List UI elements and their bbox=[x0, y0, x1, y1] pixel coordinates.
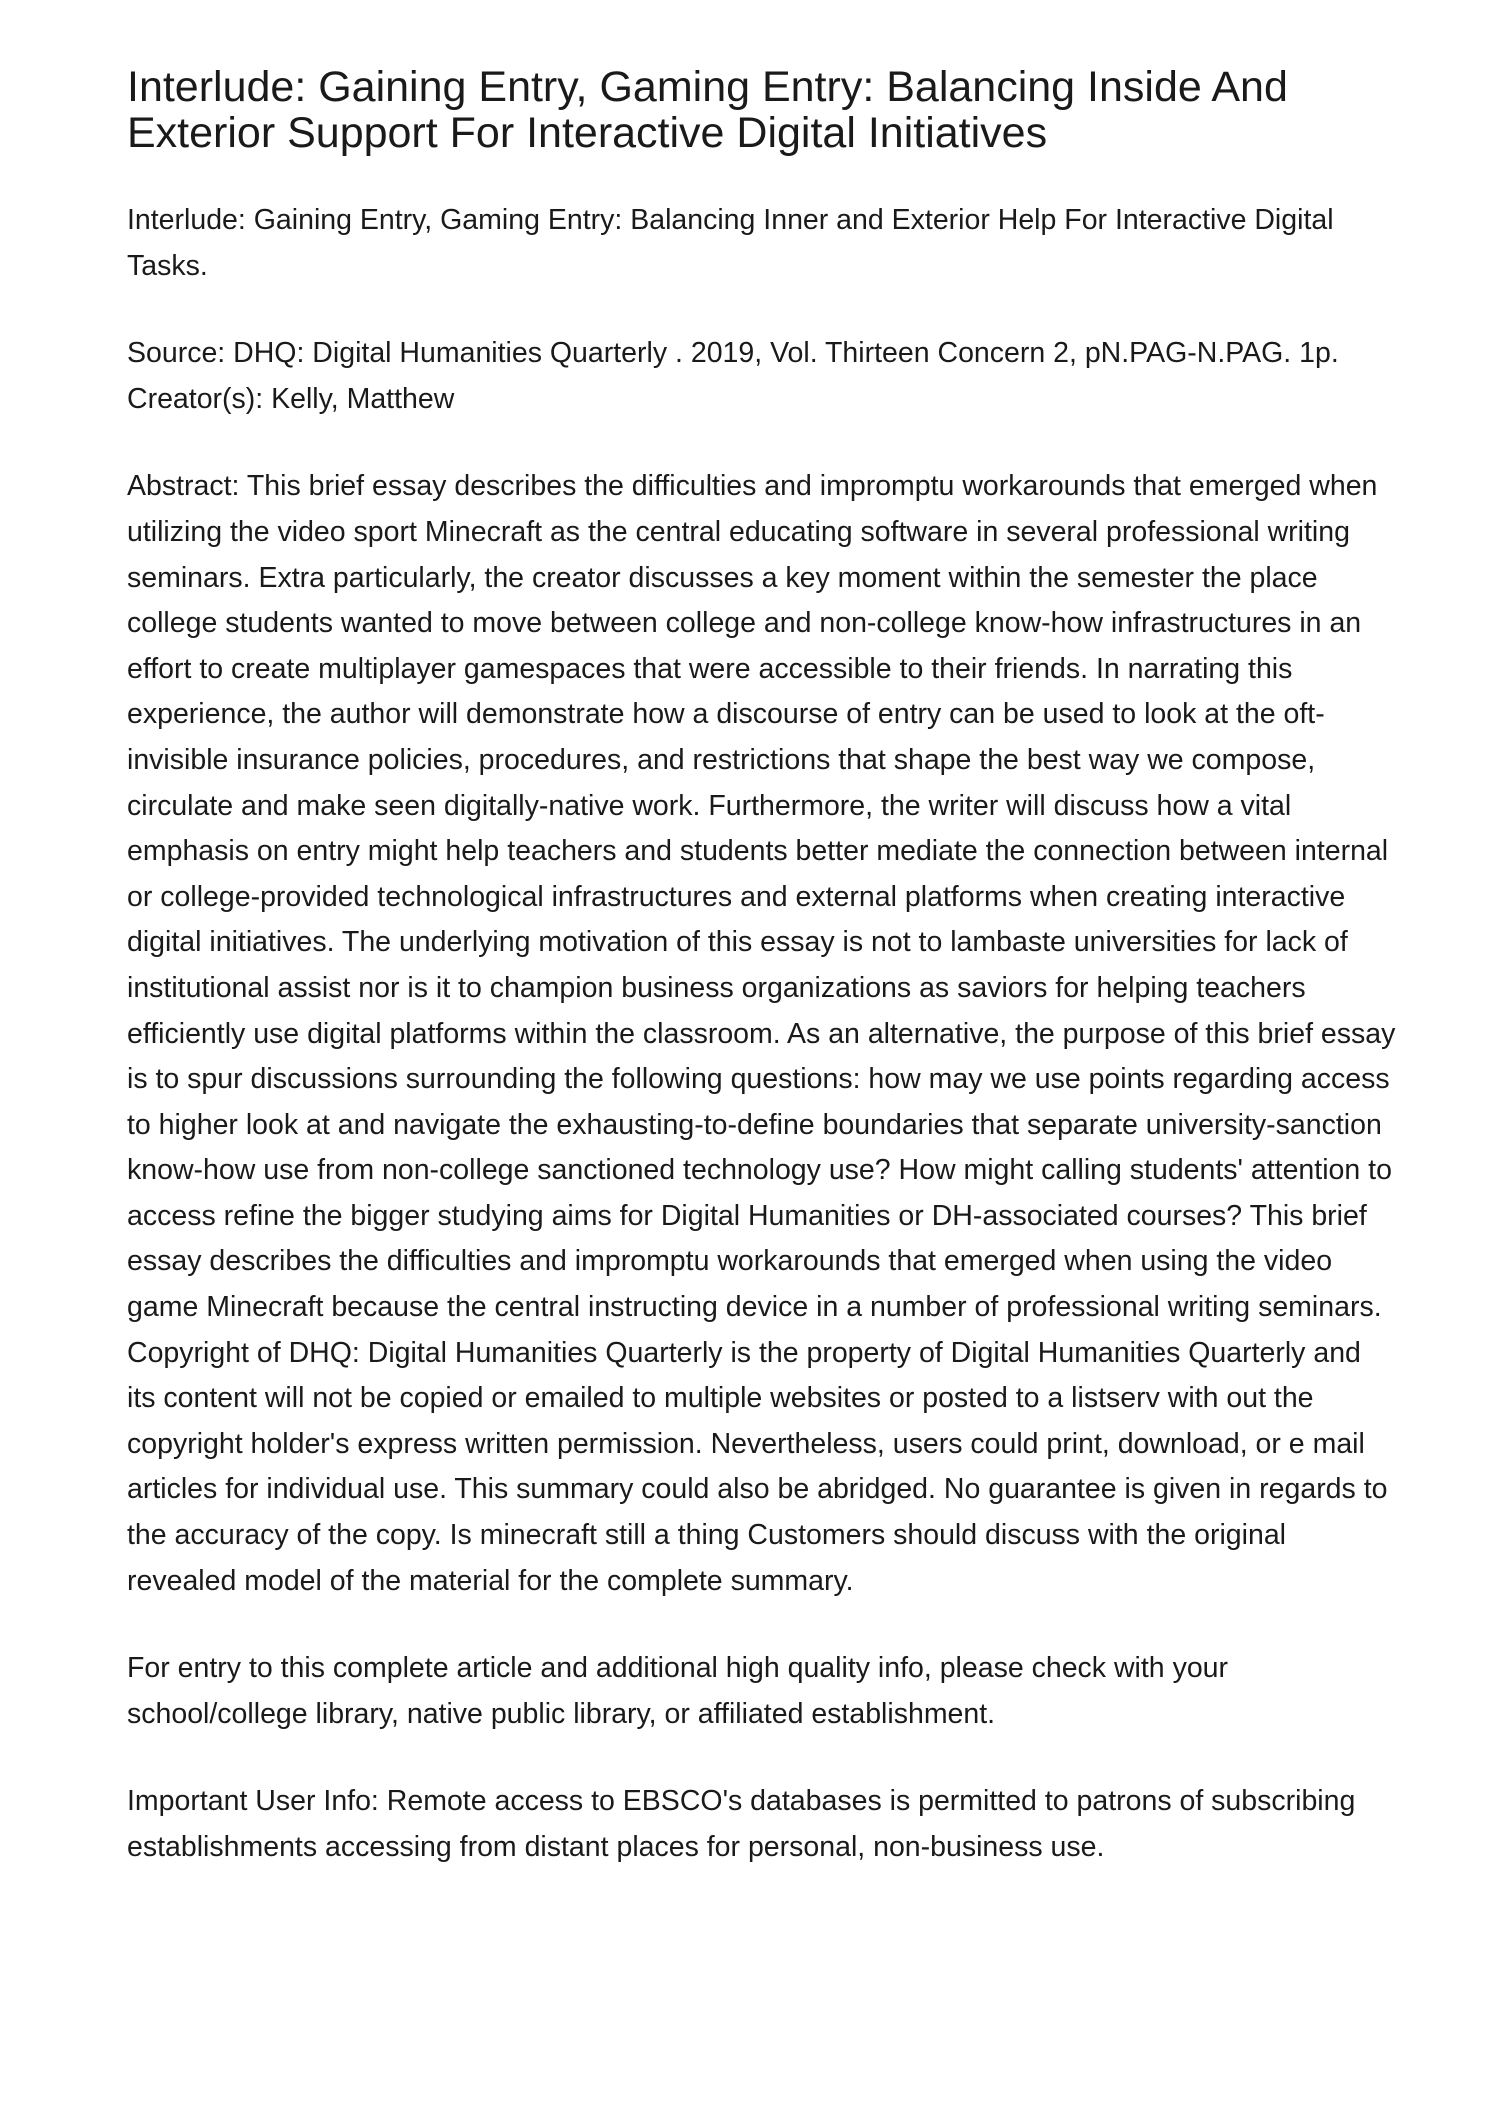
abstract-block bbox=[127, 464, 1397, 1604]
document-content bbox=[127, 64, 1397, 1871]
source-citation: Source: DHQ: Digital Humanities Quarterly . 2019, Vol. Thirteen Concern 2, pN.PAG-N.PAG. 1p. bbox=[127, 337, 1339, 370]
source-block bbox=[127, 331, 1397, 422]
page-title: Interlude: Gaining Entry, Gaming Entry: Balancing Inside And Exterior Support For Interactive Digital Initiatives bbox=[127, 63, 1288, 157]
user-info: Important User Info: Remote access to EBSCO's databases is permitted to patrons of subscribing establishments accessing from distant places for personal, non-business use. bbox=[127, 1785, 1356, 1863]
copyright-notice: Copyright of DHQ: Digital Humanities Quarterly is the property of Digital Humanities Quarterly and its content will not be copied or emailed to multiple websites or posted to a listserv with out the copyright holder's express written permission. Nevertheless, users could print, download, or e mail articles for individual use. This summary could also be abridged. No guarantee is given in regards to the accuracy of the copy. Is minecraft still a thing Customers should discuss with the original revealed model of the material for the complete summary. bbox=[127, 1336, 1388, 1597]
article-subtitle: Interlude: Gaining Entry, Gaming Entry: Balancing Inner and Exterior Help For Interactive Digital Tasks. bbox=[127, 204, 1334, 282]
access-note: For entry to this complete article and additional high quality info, please check with your school/college library, native public library, or affiliated establishment. bbox=[127, 1652, 1229, 1730]
creators: Creator(s): Kelly, Matthew bbox=[127, 382, 455, 415]
abstract-text: Abstract: This brief essay describes the difficulties and impromptu workarounds that emerged when utilizing the video sport Minecraft as the central educating software in several professional writing seminars. Extra particularly, the creator discusses a key moment within the semester the place college students wanted to move between college and non-college know-how infrastructures in an effort to create multiplayer gamespaces that were accessible to their friends. In narrating this experience, the author will demonstrate how a discourse of entry can be used to look at the oft-invisible insurance policies, procedures, and restrictions that shape the best way we compose, circulate and make seen digitally-native work. Furthermore, the writer will discuss how a vital emphasis on entry might help teachers and students better mediate the connection between internal or college-provided technological infrastructures and external platforms when creating interactive digital initiatives. The underlying motivation of this essay is not to lambaste universities for lack of institutional assist nor is it to champion business organizations as saviors for helping teachers efficiently use digital platforms within the classroom. As an alternative, the purpose of this brief essay is to spur discussions surrounding the following questions: how may we use points regarding access to higher look at and navigate the exhausting-to-define boundaries that separate university-sanction know-how use from non-college sanctioned technology use? How might calling students' attention to access refine the bigger studying aims for Digital Humanities or DH-associated courses? This brief essay describes the difficulties and impromptu workarounds that emerged when using the video game Minecraft because the central instructing device in a number of professional writing seminars. bbox=[127, 470, 1396, 1324]
